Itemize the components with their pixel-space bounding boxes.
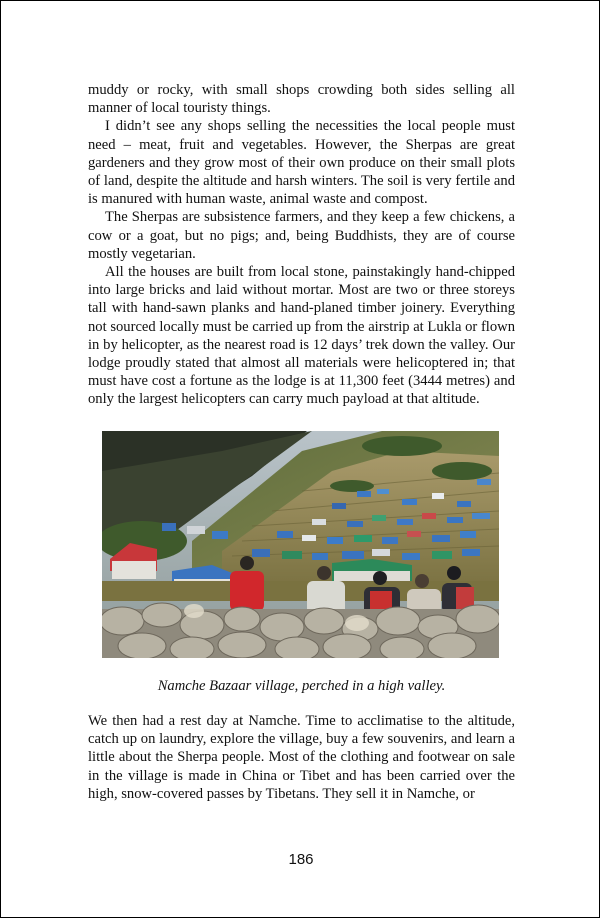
- paragraph: muddy or rocky, with small shops crowding both sides selling all manner of local touristy things.: [88, 82, 515, 117]
- body-text-bottom: [88, 712, 515, 803]
- paragraph: We then had a rest day at Namche. Time to acclimatise to the altitude, catch up on laundry, explore the village, buy a few souvenirs, and learn a little about the Sherpa people. Most of the clothing and footwear on sale in the village is made in China or Tibet and has been carried over the high, snow-covered passes by Tibetans. They sell it in Namche, or: [88, 713, 515, 802]
- paragraph: The Sherpas are subsistence farmers, and they keep a few chickens, a cow or a goat, but no pigs; and, being Buddhists, they are of course mostly vegetarian.: [88, 209, 515, 262]
- village-photo: [102, 431, 499, 658]
- page-number: 186: [288, 851, 314, 868]
- body-text-top: [88, 81, 515, 409]
- photo-caption: Namche Bazaar village, perched in a high valley.: [157, 678, 446, 694]
- paragraph: I didn’t see any shops selling the necessities the local people must need – meat, fruit and vegetables. However, the Sherpas are great gardeners and they grow most of their own produce on their small plots of land, despite the altitude and harsh winters. The soil is very fertile and is manured with human waste, animal waste and compost.: [88, 118, 515, 208]
- paragraph: All the houses are built from local stone, painstakingly hand-chipped into large bricks and laid without mortar. Most are two or three storeys tall with hand-sawn planks and hand-planed timber joinery. Everything not sourced locally must be carried up from the airstrip at Lukla or flown in by helicopter, as the nearest road is 12 days’ trek down the valley. Our lodge proudly stated that almost all materials were helicoptered in; that must have cost a fortune as the lodge is at 11,300 feet (3444 metres) and only the largest helicopters can carry much payload at that altitude.: [88, 264, 515, 408]
